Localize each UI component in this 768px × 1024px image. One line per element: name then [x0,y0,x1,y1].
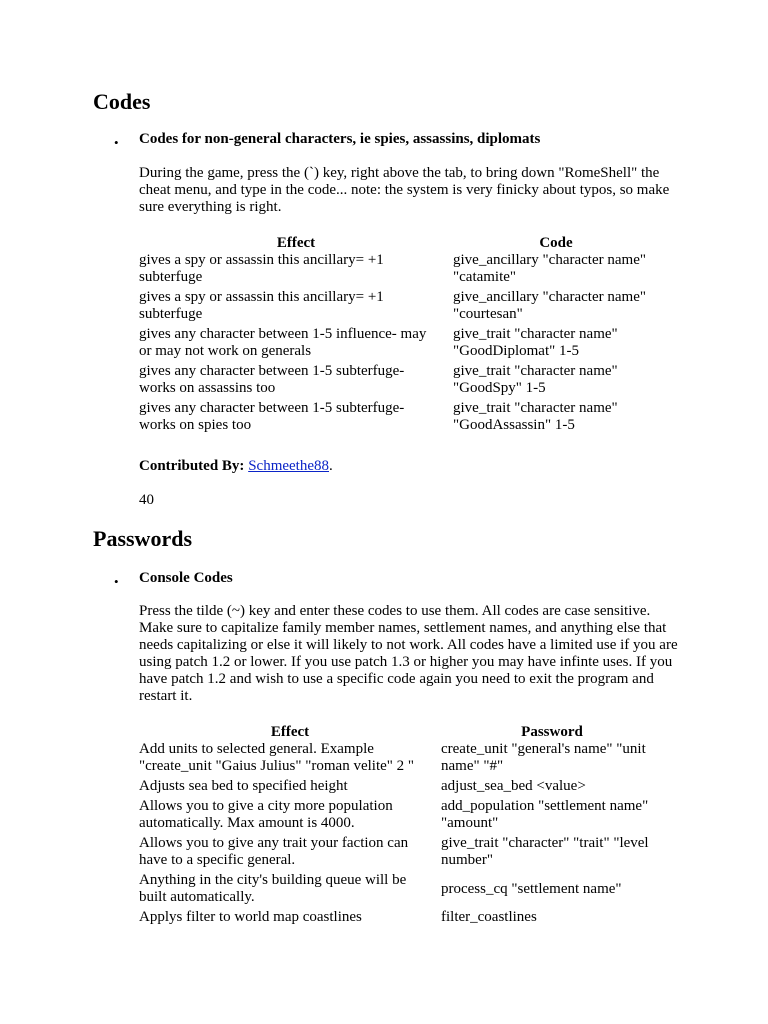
password-column-header: Password [521,724,583,740]
table-row [139,835,663,872]
effect-column-header: Effect [270,724,310,740]
bullet-icon: • [114,135,119,150]
code-cell: give_trait "character name" "GoodDiplomat" 1-5 [453,326,618,359]
code-cell: give_trait "character name" "GoodAssassin" 1-5 [453,400,618,433]
effect-cell: Adjusts sea bed to specified height [139,778,348,794]
table-row [139,400,659,437]
effect-cell: Add units to selected general. Example "create_unit "Gaius Julius" "roman velite" 2 " [139,741,415,774]
table-row [139,798,663,835]
code-cell: give_ancillary "character name" "catamite" [453,252,646,285]
bullet-icon: • [114,574,119,589]
contributor-link[interactable]: Schmeethe88 [248,458,329,474]
contributor-suffix: . [329,458,333,474]
table-row [139,872,663,909]
password-cell: add_population "settlement name" "amount" [441,798,649,831]
passwords-intro-paragraph: Press the tilde (~) key and enter these codes to use them. All codes are case sensitive. Make sure to capitalize family member names, settlement names, and anything else that needs capitalizing or else it will likely to not work. All codes have a limited use if you are using patch 1.2 or lower. If you use patch 1.3 or higher you may have infinte uses. If you have patch 1.2 and wish to use a specific code again you need to exit the program and restart it. [139,603,678,704]
passwords-heading: Passwords [93,526,193,551]
effect-cell: Anything in the city's building queue will be built automatically. [139,872,407,905]
contributed-by-label: Contributed By: [139,458,245,474]
effect-cell: Applys filter to world map coastlines [139,909,362,925]
codes-heading: Codes [93,89,151,114]
codes-bullet-title: Codes for non-general characters, ie spies, assassins, diplomats [139,131,541,147]
password-cell: process_cq "settlement name" [441,880,622,897]
code-cell: give_trait "character name" "GoodSpy" 1-5 [453,363,618,396]
table-header-row [139,234,659,252]
table-row [139,778,663,798]
passwords-table [139,723,663,929]
table-row [139,363,659,400]
codes-intro-paragraph: During the game, press the (`) key, right above the tab, to bring down "RomeShell" the cheat menu, and type in the code... note: the system is very finicky about typos, so make sure everything is right. [139,165,670,215]
table-row [139,741,663,778]
table-row [139,326,659,363]
effect-cell: gives a spy or assassin this ancillary= +1 subterfuge [139,252,384,285]
effect-cell: gives any character between 1-5 subterfuge- works on assassins too [139,363,405,396]
effect-cell: Allows you to give any trait your faction can have to a specific general. [139,835,409,868]
password-cell: create_unit "general's name" "unit name" "#" [441,741,646,774]
page-number: 40 [139,492,154,508]
codes-table [139,234,659,437]
table-row [139,252,659,289]
effect-cell: gives a spy or assassin this ancillary= +1 subterfuge [139,289,384,322]
effect-cell: gives any character between 1-5 influence- may or may not work on generals [139,326,427,359]
password-cell: filter_coastlines [441,909,537,925]
passwords-bullet-title: Console Codes [139,570,233,586]
table-header-row [139,723,663,741]
password-cell: give_trait "character" "trait" "level number" [441,835,649,868]
table-row [139,909,663,929]
effect-column-header: Effect [276,235,316,251]
table-row [139,289,659,326]
code-column-header: Code [539,235,573,251]
effect-cell: gives any character between 1-5 subterfuge- works on spies too [139,400,405,433]
contributed-by-line [139,458,333,475]
effect-cell: Allows you to give a city more population automatically. Max amount is 4000. [139,798,393,831]
code-cell: give_ancillary "character name" "courtesan" [453,289,646,322]
password-cell: adjust_sea_bed <value> [441,778,586,794]
